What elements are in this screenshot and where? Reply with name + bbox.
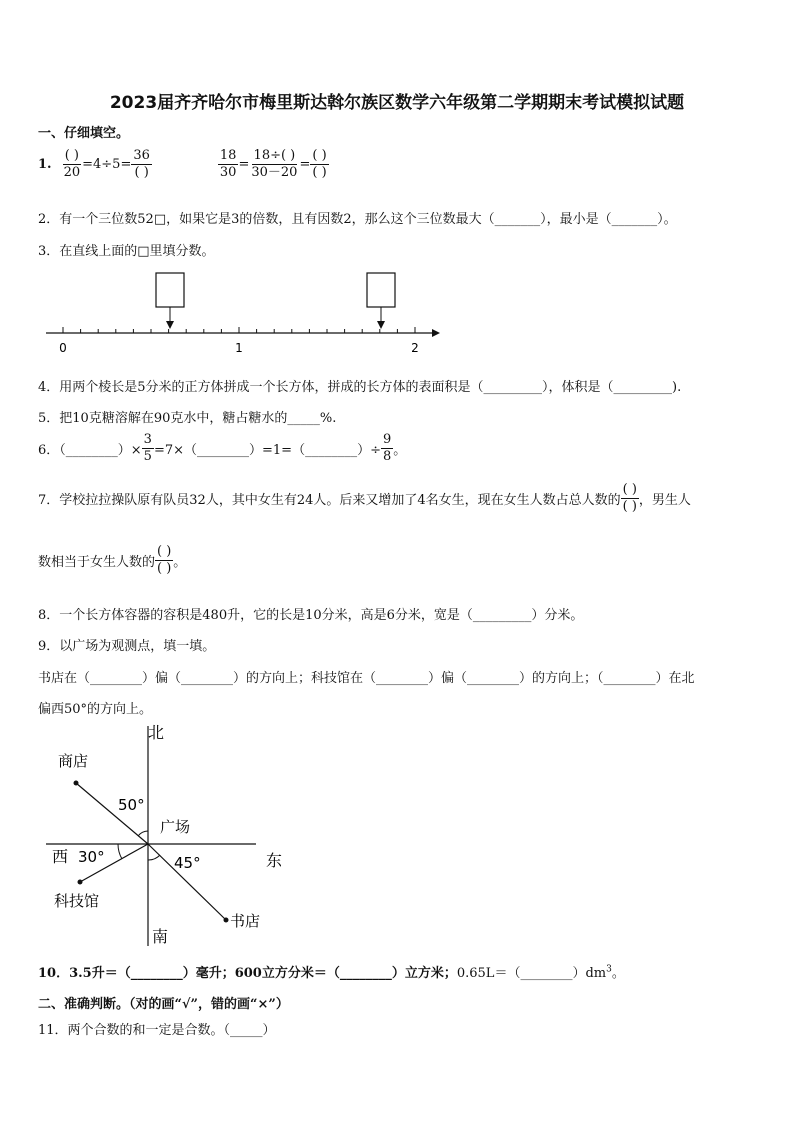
- angle-arc: [118, 844, 122, 859]
- angle-label: 50°: [118, 796, 145, 814]
- denominator: ( ): [157, 561, 172, 576]
- question-9-line-2: 偏西50°的方向上。: [38, 702, 153, 717]
- question-text: ，男生人: [638, 493, 691, 508]
- question-2: 2．有一个三位数52□，如果它是3的倍数，且有因数2，那么这个三位数最大（_______），最小是（_______）。: [38, 212, 677, 227]
- north-label: 北: [148, 723, 165, 742]
- fraction: [310, 148, 328, 181]
- compass-diagram: [40, 718, 300, 950]
- numerator: ( ): [312, 148, 327, 163]
- answer-box[interactable]: [156, 273, 184, 307]
- fraction: [131, 148, 152, 181]
- axis-arrow-icon: [432, 329, 440, 337]
- angle-arc: [148, 855, 160, 860]
- equals-sign: =: [238, 157, 250, 172]
- question-3: 3．在直线上面的□里填分数。: [38, 244, 215, 259]
- superscript: 3: [606, 964, 612, 975]
- shop-label: 商店: [58, 752, 89, 770]
- angle-arc: [138, 831, 148, 836]
- tick-label-0: 0: [59, 341, 67, 355]
- question-6: [38, 432, 406, 465]
- equals-sign: =: [299, 157, 311, 172]
- angle-label: 45°: [174, 854, 201, 872]
- fraction: [381, 432, 393, 465]
- book-label: 书店: [230, 912, 261, 930]
- question-number: 1.: [38, 157, 52, 172]
- denominator: ( ): [134, 165, 149, 180]
- denominator: 5: [143, 449, 152, 464]
- question-text: 6．（________）×: [38, 443, 142, 458]
- center-label: 广场: [160, 818, 191, 836]
- denominator: 30: [219, 165, 237, 180]
- numerator: 9: [382, 432, 392, 447]
- numerator: ( ): [64, 148, 79, 163]
- shop-point: [74, 781, 79, 786]
- question-text: 数相当于女生人数的: [38, 555, 156, 570]
- south-label: 南: [152, 927, 169, 946]
- numerator: 36: [133, 148, 150, 163]
- question-5: 5．把10克糖溶解在90克水中，糖占糖水的_____%.: [38, 411, 337, 426]
- fraction: [142, 432, 154, 465]
- numerator: ( ): [157, 544, 172, 559]
- tick-label-2: 2: [411, 341, 419, 355]
- question-1: [38, 148, 329, 181]
- fraction: [62, 148, 83, 181]
- question-9: 9．以广场为观测点，填一填。: [38, 639, 216, 654]
- denominator: 30－20: [251, 165, 298, 180]
- east-label: 东: [266, 851, 283, 870]
- page-title: 2023届齐齐哈尔市梅里斯达斡尔族区数学六年级第二学期期末考试模拟试题: [109, 93, 685, 113]
- fraction: [155, 544, 173, 577]
- book-point: [224, 918, 229, 923]
- question-text: 0.65L＝（________）dm: [456, 966, 607, 981]
- question-text: 。: [173, 555, 187, 570]
- arrow-head: [166, 321, 174, 329]
- question-text: 10．3.5升＝（________）毫升；600立方分米＝（________）立方米；: [38, 966, 457, 981]
- number-line-figure: [40, 270, 440, 360]
- tech-label: 科技馆: [54, 892, 100, 910]
- question-9-line-1: 书店在（________）偏（________）的方向上；科技馆在（________）偏（________）的方向上；（________）在北: [38, 671, 695, 686]
- angle-label: 30°: [78, 848, 105, 866]
- question-text: 7．学校拉拉操队原有队员32人，其中女生有24人。后来又增加了4名女生，现在女生人数占总人数的: [38, 493, 621, 508]
- section-heading-judge: 二、准确判断。（对的画“√”，错的画“×”）: [38, 997, 289, 1012]
- tech-point: [78, 880, 83, 885]
- fraction: [218, 148, 239, 181]
- question-7-line-1: [38, 482, 691, 515]
- question-text: =7×（________）=1=（________）÷: [153, 443, 381, 458]
- west-label: 西: [52, 847, 69, 866]
- denominator: ( ): [622, 499, 637, 514]
- question-10: [38, 962, 625, 981]
- denominator: 8: [382, 449, 392, 464]
- question-text: 。: [393, 443, 407, 458]
- numerator: ( ): [622, 482, 637, 497]
- tick-label-1: 1: [235, 341, 243, 355]
- numerator: 18÷( ): [253, 148, 296, 163]
- numerator: 3: [143, 432, 152, 447]
- question-8: 8．一个长方体容器的容积是480升，它的长是10分米，高是6分米，宽是（_________）分米。: [38, 608, 584, 623]
- question-11: 11．两个合数的和一定是合数。（_____）: [38, 1023, 276, 1038]
- arrow-head: [377, 321, 385, 329]
- denominator: 20: [63, 165, 81, 180]
- answer-box[interactable]: [367, 273, 395, 307]
- question-text: 。: [611, 966, 625, 981]
- question-7-line-2: [38, 544, 186, 577]
- fraction: [249, 148, 299, 181]
- denominator: ( ): [312, 165, 327, 180]
- question-4: 4．用两个棱长是5分米的正方体拼成一个长方体，拼成的长方体的表面积是（_________），体积是（_________).: [38, 380, 682, 395]
- numerator: 18: [219, 148, 237, 163]
- section-heading-fill: 一、仔细填空。: [38, 126, 130, 141]
- fraction: [621, 482, 639, 515]
- equation-text: =4÷5=: [82, 157, 132, 172]
